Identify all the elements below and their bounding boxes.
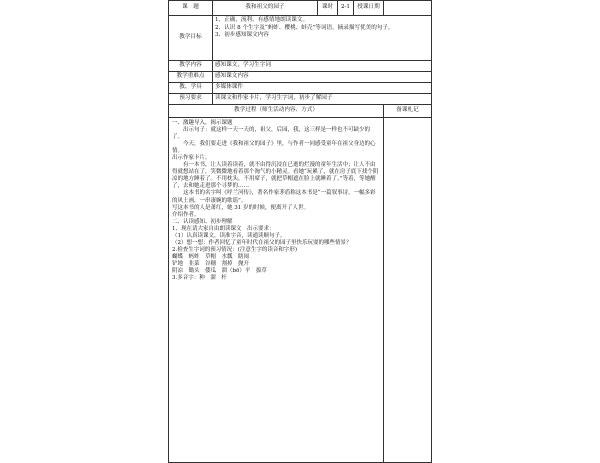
paragraph: 写这本书的人是萧红，她 31 岁的时候，便离开了人世。 xyxy=(172,204,309,211)
tools-row xyxy=(169,83,432,94)
step-heading: 二、认读感知、初步理解 xyxy=(172,218,233,225)
notes-header: 备课札记 xyxy=(384,105,432,118)
paragraph: 出示作家卡片。 xyxy=(172,155,211,162)
preview-label: 预习要求 xyxy=(169,94,213,105)
paragraph: 出示句子：就这样一天一天的，祖父，后园，我，这三样是一样也不可缺少的了。 xyxy=(172,127,371,141)
date-label: 授课日期 xyxy=(354,1,384,16)
objective-item: 2、认识 8 个生字及“蚂蚱、樱桃、蚌壳”等词语，摘录描写优美的句子。 xyxy=(215,24,394,31)
word-list: 蝴蝶 蚂蚱 草帽 水瓢 瞎闹 xyxy=(172,253,250,260)
objectives-row xyxy=(169,16,432,61)
paragraph: 2.检查生字词的预习情况：(注意生字的读音和字形) xyxy=(172,246,298,253)
process-header-row xyxy=(169,105,432,118)
paragraph: （1）认真读课文，读准字音，读通读顺句子。 xyxy=(172,232,286,239)
preview-value: 读课文和作家卡片，学习生字词，初步了解园子 xyxy=(213,94,432,105)
paragraph: 今天，我们要走进《我和祖父的园子》里，与作者一同感受童年在祖父身边的心情。 xyxy=(172,141,376,155)
period-value: 2-1 xyxy=(338,1,354,16)
process-header: 教学过程（师生活动内容、方式） xyxy=(169,105,384,118)
paragraph: 介绍作者。 xyxy=(172,211,200,218)
paragraph: 3.多音字：种 溜 杆 xyxy=(172,275,227,282)
word-list: 阴凉 锄头 倭瓜 溜（bō）平 拔草 xyxy=(172,267,267,274)
lesson-plan-sheet xyxy=(168,0,431,400)
objective-item: 1、正确、流利、有感情地朗读课文。 xyxy=(215,17,309,23)
paragraph: （2）想一想：作者回忆了童年时代在祖父的园子里快乐玩耍的哪些情景？ xyxy=(172,239,352,246)
period-label: 课时 xyxy=(318,1,338,16)
keypoints-row xyxy=(169,72,432,83)
keypoints-value: 感知课文内容 xyxy=(213,72,432,83)
content-row xyxy=(169,61,432,72)
tools-value: 多媒体课件 xyxy=(213,83,432,94)
step-heading: 一、激趣导入，揭示课题 xyxy=(172,120,233,126)
notes-body xyxy=(384,118,432,463)
paragraph: 1、现在请大家自由朗读课文 出示要求： xyxy=(172,225,275,232)
keypoints-label: 教学重难点 xyxy=(169,72,213,83)
process-body-row xyxy=(169,118,432,463)
lesson-plan-table xyxy=(168,0,432,463)
topic-value: 我和祖父的园子 xyxy=(213,1,318,16)
objective-item: 3、初步感知课文内容 xyxy=(215,32,269,39)
date-value xyxy=(384,1,432,16)
topic-label: 课 题 xyxy=(169,1,213,16)
preview-row xyxy=(169,94,432,105)
content-value: 感知课文，学习生字词 xyxy=(213,61,432,72)
header-row xyxy=(169,1,432,16)
tools-label: 教、学具 xyxy=(169,83,213,94)
process-body xyxy=(169,118,384,463)
objectives-content xyxy=(213,16,432,61)
paragraph: 这本书的名字叫《呼兰河传》，著名作家茅盾称这本书是“一篇叙事诗，一幅多彩的风土画，一串凄婉的歌谣”。 xyxy=(172,190,376,204)
objectives-label: 教学目标 xyxy=(169,16,213,61)
word-list: 铲地 韭菜 谷穗 割掉 抛开 xyxy=(172,260,250,267)
paragraph: 有一本书，让人读着读着，就不由得沉浸在已逝的烂漫的童年生活中；让人不由得就想站在了，笑微微地看着那个淘气的小精灵。看她“玩累了，就在房子底下找个阴凉的地方睡着了。不用枕头，不用席子，就把草帽遮在脸上就睡着了。”等着，等她醒了，去和她走进那个寻梦的…… xyxy=(172,162,379,190)
content-label: 教学内容 xyxy=(169,61,213,72)
